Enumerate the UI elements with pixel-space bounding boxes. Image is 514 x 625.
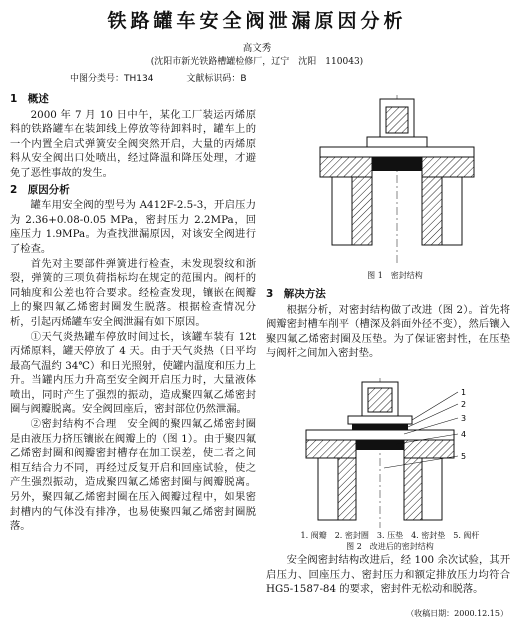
section-2-paragraph-4: ②密封结构不合理 安全阀的聚四氟乙烯密封圈是由液压力挤压镶嵌在阀瓣上的（图 1）。由于聚四氟乙烯密封圈和阀瓣密封槽存在加工误差，使二者之间相互结合力不同，再经过反复开启和回座试验，使之产生强烈振动，造成聚四氟乙烯密封圈与阀瓣脱离。另外，聚四氟乙烯密封圈在压入阀瓣过程中，如果密封槽内的气体没有排净，也易使聚四氟乙烯密封圈脱落。 <box>10 418 256 533</box>
section-3-paragraph-2: 安全阀密封结构改进后，经 100 余次试验，其开启压力、回座压力、密封压力和额定排放压力均符合 HG5-1587-84 的要求，密封件无松动和脱落。 <box>266 554 510 596</box>
paper-title: 铁路罐车安全阀泄漏原因分析 <box>107 10 407 32</box>
section-2-paragraph-3: ①天气炎热罐车停放时间过长，该罐车装有 12t 丙烯原料，罐天停放了 4 天。由于天气炎热（日平均最高气温约 34℃）和日光照射，使罐内温度和压力上升。当罐内压力升高至安全阀开启压力时，大量液体喷出，同时产生了强烈的振动，造成聚四氟乙烯密封圈与阀瓣脱离。安全阀回座后，密封部位仍然泄漏。 <box>10 330 256 416</box>
document-code: 文献标识码：B <box>186 74 247 84</box>
figure-2-caption: 图 2 改进后的密封结构 <box>346 542 434 551</box>
right-column-bottom <box>266 553 510 597</box>
section-1-paragraph: 2000 年 7 月 10 日中午，某化工厂装运丙烯原料的铁路罐车在装卸线上停放等待卸料时，罐车上的一个内置全启式弹簧安全阀突然开启，大量的丙烯原料从安全阀出口处喷出，经过降温和降压处理，才避免了恶性事故的发生。 <box>10 108 256 179</box>
callout-2: 2 <box>461 400 467 409</box>
clc-number: 中图分类号：TH134 <box>70 74 154 84</box>
figure-2-parts-legend: 1. 阀瓣 2. 密封圈 3. 压垫 4. 密封垫 5. 阀杆 <box>300 531 480 540</box>
section-3-paragraph-1: 根据分析，对密封结构做了改进（图 2）。首先将阀瓣密封槽车削平（槽深及斜面外径不变），然后镶入聚四氟乙烯密封圈及压垫。为了保证密封性，在压垫与阀杆之间加入密封垫。 <box>266 303 510 360</box>
figure-1-seal-structure <box>312 95 482 265</box>
affiliation: (沈阳市新光铁路槽罐检修厂，辽宁 沈阳 110043) <box>150 57 364 67</box>
section-2-paragraph-1: 罐车用安全阀的型号为 A412F-2.5-3，开启压力为 2.36+0.08-0.05 MPa，密封压力 2.2MPa，回座压力 1.9MPa。为查找泄漏原因，对该安全阀进行了检查。 <box>10 199 256 255</box>
section-2-paragraph-2: 首先对主要部件弹簧进行检查，未发现裂纹和浙裂，弹簧的三项负荷指标均在规定的范围内。阀杆的同轴度和公差也符合要求。经检查发现，镶嵌在阀瓣上的聚四氟乙烯密封圈发生脱落。根据检查情况分析，引起丙烯罐车安全阀泄漏有如下原因。 <box>10 257 256 328</box>
section-2-heading: 2 原因分析 <box>10 183 70 196</box>
left-column <box>10 90 256 534</box>
received-date: （收稿日期：2000.12.15） <box>406 609 508 618</box>
right-column <box>266 285 510 361</box>
classification-meta <box>70 71 277 84</box>
figure-2-improved-seal-structure <box>300 378 475 528</box>
callout-1: 1 <box>461 388 467 397</box>
figure-1-caption: 图 1 密封结构 <box>367 271 423 280</box>
section-1-heading: 1 概述 <box>10 93 49 105</box>
callout-5: 5 <box>461 452 467 461</box>
callout-4: 4 <box>461 430 467 439</box>
callout-3: 3 <box>461 414 467 423</box>
section-3-heading: 3 解决方法 <box>266 288 326 300</box>
author: 高文秀 <box>242 43 272 54</box>
